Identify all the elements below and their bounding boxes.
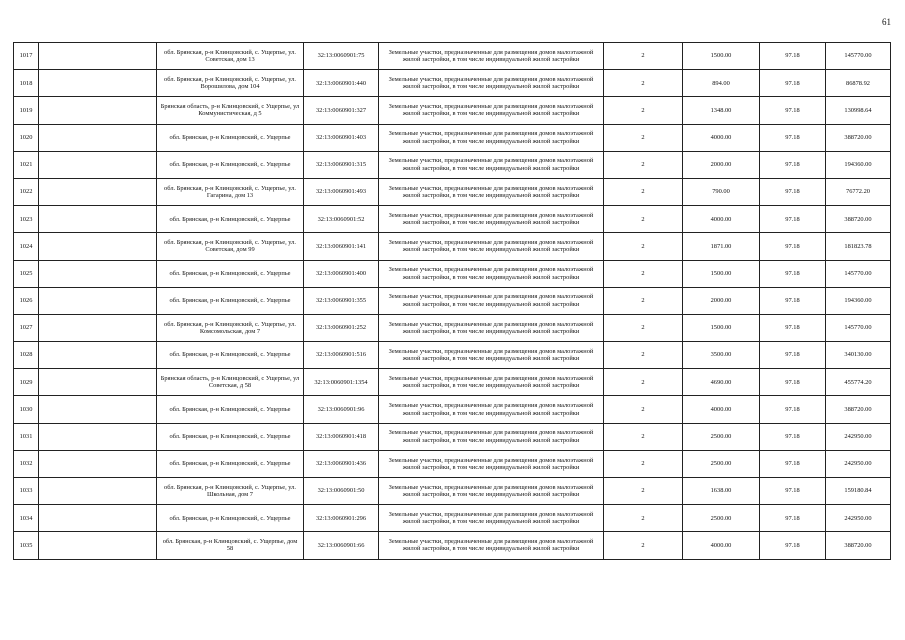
cadastral-value-cell: 340130.00: [826, 342, 891, 369]
table-row: [14, 532, 891, 559]
cadastral-value-cell: 194360.00: [826, 151, 891, 178]
cadastral-number-cell: 32:13:0060901:403: [304, 124, 379, 151]
land-use-cell: Земельные участки, предназначенные для размещения домов малоэтажной жилой застройки, в том числе индивидуальной жилой застройки: [379, 287, 604, 314]
category-cell: 2: [604, 423, 683, 450]
table-row: [14, 505, 891, 532]
row-number-cell: 1021: [14, 151, 39, 178]
land-use-cell: Земельные участки, предназначенные для размещения домов малоэтажной жилой застройки, в том числе индивидуальной жилой застройки: [379, 342, 604, 369]
cadastral-number-cell: 32:13:0060901:1354: [304, 369, 379, 396]
cadastral-value-cell: 86878.92: [826, 70, 891, 97]
empty-cell: [39, 233, 157, 260]
cadastral-value-cell: 194360.00: [826, 287, 891, 314]
cadastral-number-cell: 32:13:0060901:440: [304, 70, 379, 97]
rate-cell: 97.18: [760, 70, 826, 97]
rate-cell: 97.18: [760, 505, 826, 532]
table-row: [14, 260, 891, 287]
empty-cell: [39, 124, 157, 151]
address-cell: обл. Брянская, р-н Клинцовский, с. Ущерпье, дом 58: [157, 532, 304, 559]
land-use-cell: Земельные участки, предназначенные для размещения домов малоэтажной жилой застройки, в том числе индивидуальной жилой застройки: [379, 233, 604, 260]
cadastral-value-cell: 242950.00: [826, 505, 891, 532]
row-number-cell: 1019: [14, 97, 39, 124]
category-cell: 2: [604, 287, 683, 314]
land-use-cell: Земельные участки, предназначенные для размещения домов малоэтажной жилой застройки, в том числе индивидуальной жилой застройки: [379, 97, 604, 124]
category-cell: 2: [604, 260, 683, 287]
cadastral-value-cell: 145770.00: [826, 314, 891, 341]
table-row: [14, 423, 891, 450]
address-cell: обл. Брянская, р-н Клинцовский, с. Ущерпье, ул. Советская, дом 13: [157, 43, 304, 70]
row-number-cell: 1023: [14, 206, 39, 233]
area-cell: 1348.00: [683, 97, 760, 124]
cadastral-number-cell: 32:13:0060901:355: [304, 287, 379, 314]
table-row: [14, 43, 891, 70]
empty-cell: [39, 178, 157, 205]
rate-cell: 97.18: [760, 450, 826, 477]
cadastral-value-cell: 388720.00: [826, 532, 891, 559]
rate-cell: 97.18: [760, 532, 826, 559]
empty-cell: [39, 151, 157, 178]
rate-cell: 97.18: [760, 314, 826, 341]
rate-cell: 97.18: [760, 97, 826, 124]
category-cell: 2: [604, 97, 683, 124]
rate-cell: 97.18: [760, 260, 826, 287]
row-number-cell: 1027: [14, 314, 39, 341]
rate-cell: 97.18: [760, 151, 826, 178]
cadastral-value-cell: 388720.00: [826, 396, 891, 423]
land-registry-table: [13, 42, 891, 560]
rate-cell: 97.18: [760, 423, 826, 450]
land-use-cell: Земельные участки, предназначенные для размещения домов малоэтажной жилой застройки, в том числе индивидуальной жилой застройки: [379, 206, 604, 233]
table-row: [14, 396, 891, 423]
empty-cell: [39, 423, 157, 450]
cadastral-number-cell: 32:13:0060901:516: [304, 342, 379, 369]
cadastral-number-cell: 32:13:0060901:400: [304, 260, 379, 287]
land-use-cell: Земельные участки, предназначенные для размещения домов малоэтажной жилой застройки, в том числе индивидуальной жилой застройки: [379, 369, 604, 396]
area-cell: 1871.00: [683, 233, 760, 260]
empty-cell: [39, 450, 157, 477]
rate-cell: 97.18: [760, 43, 826, 70]
row-number-cell: 1034: [14, 505, 39, 532]
table-body: [14, 43, 891, 560]
address-cell: обл. Брянская, р-н Клинцовский, с. Ущерпье, ул. Ворошилова, дом 104: [157, 70, 304, 97]
category-cell: 2: [604, 532, 683, 559]
address-cell: Брянская область, р-н Клинцовский, с Ущерпье, ул Советская, д 58: [157, 369, 304, 396]
area-cell: 2500.00: [683, 423, 760, 450]
table-row: [14, 369, 891, 396]
cadastral-number-cell: 32:13:0060901:436: [304, 450, 379, 477]
cadastral-number-cell: 32:13:0060901:252: [304, 314, 379, 341]
cadastral-number-cell: 32:13:0060901:75: [304, 43, 379, 70]
table-row: [14, 478, 891, 505]
empty-cell: [39, 505, 157, 532]
row-number-cell: 1032: [14, 450, 39, 477]
address-cell: обл. Брянская, р-н Клинцовский, с. Ущерпье: [157, 260, 304, 287]
rate-cell: 97.18: [760, 478, 826, 505]
empty-cell: [39, 314, 157, 341]
row-number-cell: 1029: [14, 369, 39, 396]
rate-cell: 97.18: [760, 178, 826, 205]
empty-cell: [39, 287, 157, 314]
address-cell: обл. Брянская, р-н Клинцовский, с. Ущерпье: [157, 206, 304, 233]
cadastral-value-cell: 130998.64: [826, 97, 891, 124]
rate-cell: 97.18: [760, 342, 826, 369]
table-row: [14, 206, 891, 233]
address-cell: обл. Брянская, р-н Клинцовский, с. Ущерпье: [157, 505, 304, 532]
empty-cell: [39, 97, 157, 124]
cadastral-value-cell: 388720.00: [826, 124, 891, 151]
cadastral-number-cell: 32:13:0060901:315: [304, 151, 379, 178]
category-cell: 2: [604, 233, 683, 260]
category-cell: 2: [604, 314, 683, 341]
empty-cell: [39, 532, 157, 559]
table-row: [14, 151, 891, 178]
land-use-cell: Земельные участки, предназначенные для размещения домов малоэтажной жилой застройки, в том числе индивидуальной жилой застройки: [379, 396, 604, 423]
cadastral-value-cell: 242950.00: [826, 423, 891, 450]
table-row: [14, 70, 891, 97]
table-row: [14, 287, 891, 314]
row-number-cell: 1025: [14, 260, 39, 287]
category-cell: 2: [604, 505, 683, 532]
category-cell: 2: [604, 206, 683, 233]
empty-cell: [39, 206, 157, 233]
empty-cell: [39, 260, 157, 287]
rate-cell: 97.18: [760, 396, 826, 423]
cadastral-number-cell: 32:13:0060901:418: [304, 423, 379, 450]
address-cell: Брянская область, р-н Клинцовский, с Ущерпье, ул Коммунистическая, д 5: [157, 97, 304, 124]
cadastral-number-cell: 32:13:0060901:141: [304, 233, 379, 260]
cadastral-number-cell: 32:13:0060901:66: [304, 532, 379, 559]
cadastral-value-cell: 388720.00: [826, 206, 891, 233]
address-cell: обл. Брянская, р-н Клинцовский, с. Ущерпье, ул. Гагарина, дом 13: [157, 178, 304, 205]
category-cell: 2: [604, 124, 683, 151]
row-number-cell: 1024: [14, 233, 39, 260]
address-cell: обл. Брянская, р-н Клинцовский, с. Ущерпье, ул. Школьная, дом 7: [157, 478, 304, 505]
rate-cell: 97.18: [760, 369, 826, 396]
land-use-cell: Земельные участки, предназначенные для размещения домов малоэтажной жилой застройки, в том числе индивидуальной жилой застройки: [379, 532, 604, 559]
empty-cell: [39, 342, 157, 369]
area-cell: 2000.00: [683, 287, 760, 314]
rate-cell: 97.18: [760, 287, 826, 314]
area-cell: 4000.00: [683, 124, 760, 151]
land-use-cell: Земельные участки, предназначенные для размещения домов малоэтажной жилой застройки, в том числе индивидуальной жилой застройки: [379, 505, 604, 532]
area-cell: 4000.00: [683, 532, 760, 559]
table-row: [14, 97, 891, 124]
cadastral-value-cell: 145770.00: [826, 43, 891, 70]
empty-cell: [39, 478, 157, 505]
cadastral-value-cell: 242950.00: [826, 450, 891, 477]
category-cell: 2: [604, 478, 683, 505]
area-cell: 3500.00: [683, 342, 760, 369]
land-use-cell: Земельные участки, предназначенные для размещения домов малоэтажной жилой застройки, в том числе индивидуальной жилой застройки: [379, 178, 604, 205]
empty-cell: [39, 70, 157, 97]
cadastral-value-cell: 145770.00: [826, 260, 891, 287]
table-row: [14, 124, 891, 151]
row-number-cell: 1035: [14, 532, 39, 559]
rate-cell: 97.18: [760, 233, 826, 260]
address-cell: обл. Брянская, р-н Клинцовский, с. Ущерпье: [157, 396, 304, 423]
address-cell: обл. Брянская, р-н Клинцовский, с. Ущерпье: [157, 450, 304, 477]
empty-cell: [39, 396, 157, 423]
cadastral-number-cell: 32:13:0060901:96: [304, 396, 379, 423]
address-cell: обл. Брянская, р-н Клинцовский, с. Ущерпье: [157, 423, 304, 450]
empty-cell: [39, 43, 157, 70]
cadastral-number-cell: 32:13:0060901:493: [304, 178, 379, 205]
area-cell: 790.00: [683, 178, 760, 205]
land-use-cell: Земельные участки, предназначенные для размещения домов малоэтажной жилой застройки, в том числе индивидуальной жилой застройки: [379, 314, 604, 341]
area-cell: 1638.00: [683, 478, 760, 505]
land-use-cell: Земельные участки, предназначенные для размещения домов малоэтажной жилой застройки, в том числе индивидуальной жилой застройки: [379, 260, 604, 287]
cadastral-value-cell: 76772.20: [826, 178, 891, 205]
category-cell: 2: [604, 342, 683, 369]
row-number-cell: 1033: [14, 478, 39, 505]
rate-cell: 97.18: [760, 206, 826, 233]
cadastral-number-cell: 32:13:0060901:327: [304, 97, 379, 124]
cadastral-number-cell: 32:13:0060901:50: [304, 478, 379, 505]
land-use-cell: Земельные участки, предназначенные для размещения домов малоэтажной жилой застройки, в том числе индивидуальной жилой застройки: [379, 124, 604, 151]
cadastral-value-cell: 455774.20: [826, 369, 891, 396]
row-number-cell: 1030: [14, 396, 39, 423]
row-number-cell: 1028: [14, 342, 39, 369]
rate-cell: 97.18: [760, 124, 826, 151]
area-cell: 1500.00: [683, 260, 760, 287]
row-number-cell: 1026: [14, 287, 39, 314]
cadastral-number-cell: 32:13:0060901:296: [304, 505, 379, 532]
land-use-cell: Земельные участки, предназначенные для размещения домов малоэтажной жилой застройки, в том числе индивидуальной жилой застройки: [379, 450, 604, 477]
row-number-cell: 1018: [14, 70, 39, 97]
cadastral-value-cell: 159180.84: [826, 478, 891, 505]
row-number-cell: 1022: [14, 178, 39, 205]
address-cell: обл. Брянская, р-н Клинцовский, с. Ущерпье, ул. Советская, дом 99: [157, 233, 304, 260]
category-cell: 2: [604, 178, 683, 205]
address-cell: обл. Брянская, р-н Клинцовский, с. Ущерпье: [157, 124, 304, 151]
area-cell: 2000.00: [683, 151, 760, 178]
area-cell: 1500.00: [683, 43, 760, 70]
area-cell: 894.00: [683, 70, 760, 97]
category-cell: 2: [604, 396, 683, 423]
category-cell: 2: [604, 369, 683, 396]
area-cell: 4690.00: [683, 369, 760, 396]
table-row: [14, 450, 891, 477]
cadastral-number-cell: 32:13:0060901:52: [304, 206, 379, 233]
land-use-cell: Земельные участки, предназначенные для размещения домов малоэтажной жилой застройки, в том числе индивидуальной жилой застройки: [379, 43, 604, 70]
page-number: 61: [882, 17, 891, 27]
area-cell: 2500.00: [683, 450, 760, 477]
cadastral-value-cell: 181823.78: [826, 233, 891, 260]
land-use-cell: Земельные участки, предназначенные для размещения домов малоэтажной жилой застройки, в том числе индивидуальной жилой застройки: [379, 478, 604, 505]
table-row: [14, 178, 891, 205]
address-cell: обл. Брянская, р-н Клинцовский, с. Ущерпье: [157, 287, 304, 314]
area-cell: 2500.00: [683, 505, 760, 532]
empty-cell: [39, 369, 157, 396]
land-use-cell: Земельные участки, предназначенные для размещения домов малоэтажной жилой застройки, в том числе индивидуальной жилой застройки: [379, 151, 604, 178]
category-cell: 2: [604, 43, 683, 70]
address-cell: обл. Брянская, р-н Клинцовский, с. Ущерпье: [157, 342, 304, 369]
table-row: [14, 314, 891, 341]
land-use-cell: Земельные участки, предназначенные для размещения домов малоэтажной жилой застройки, в том числе индивидуальной жилой застройки: [379, 423, 604, 450]
category-cell: 2: [604, 70, 683, 97]
area-cell: 4000.00: [683, 206, 760, 233]
area-cell: 4000.00: [683, 396, 760, 423]
row-number-cell: 1017: [14, 43, 39, 70]
row-number-cell: 1020: [14, 124, 39, 151]
area-cell: 1500.00: [683, 314, 760, 341]
table-row: [14, 342, 891, 369]
row-number-cell: 1031: [14, 423, 39, 450]
category-cell: 2: [604, 151, 683, 178]
table-row: [14, 233, 891, 260]
address-cell: обл. Брянская, р-н Клинцовский, с. Ущерпье: [157, 151, 304, 178]
category-cell: 2: [604, 450, 683, 477]
address-cell: обл. Брянская, р-н Клинцовский, с. Ущерпье, ул. Комсомольская, дом 7: [157, 314, 304, 341]
land-use-cell: Земельные участки, предназначенные для размещения домов малоэтажной жилой застройки, в том числе индивидуальной жилой застройки: [379, 70, 604, 97]
